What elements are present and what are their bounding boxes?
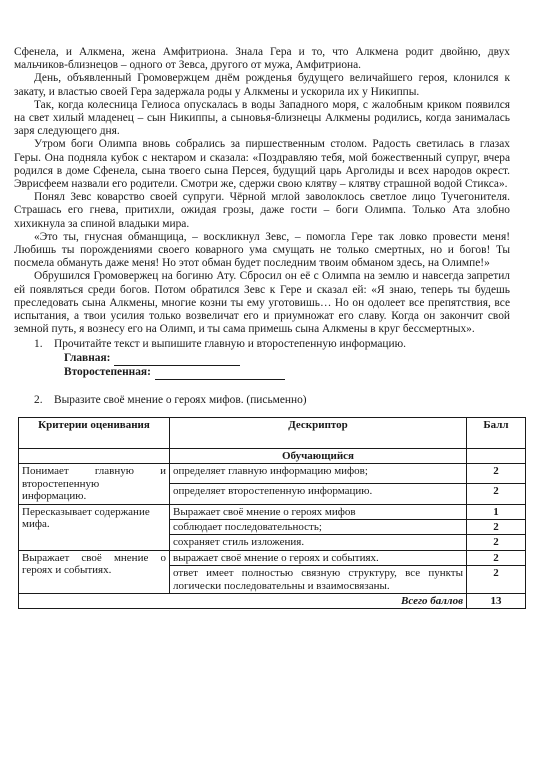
task-text: Прочитайте текст и выпишите главную и второстепенную информацию. [54, 338, 406, 351]
total-row [19, 593, 526, 608]
descriptor-cell: сохраняет стиль изложения. [170, 535, 467, 550]
paragraph: Обрушился Громовержец на богиню Ату. Сбросил он её с Олимпа на землю и навсегда запретил ей появляться среди богов. Потом обратился Зевс к Гере и сказал ей: «Я знаю, теперь ты будешь преследовать сына Алкмены, многие козни ты ему уготовишь… Но он одолеет все препятствия, все испытания, а твои усилия только возвеличат его и приумножат его славу. Когда он закончит свой земной путь, я вознесу его на Олимп, и ты сама примешь сына Алкмены в круг бессмертных». [14, 270, 510, 336]
main-info-row [14, 352, 510, 366]
paragraph: Так, когда колесница Гелиоса опускалась в воды Западного моря, с жалобным криком появился на свет хилый младенец – сын Никиппы, а сыновья-близнецы Алкмены родились, когда занималась заря следующего дня. [14, 98, 510, 138]
descriptor-cell: определяет второстепенную информацию. [170, 484, 467, 504]
secondary-info-row [14, 366, 510, 380]
task-number: 2. [34, 393, 43, 406]
paragraph: День, объявленный Громовержцем днём рожденья будущего величайшего героя, клонился к закату, и властью своей Гера задержала роды у Алкмены и ускорила их у Никиппы. [14, 72, 510, 98]
rubric-header-row [19, 417, 526, 448]
paragraph: «Это ты, гнусная обманщица, – воскликнул Зевс, – помогла Гере так ловко провести меня! Любишь ты порождениями своего коварного ума смущать не только смертных, но и богов! Ты посмела обмануть даже меня! Но этот обман будет последним твоим обманом здесь, на Олимпе!» [14, 230, 510, 270]
points-cell: 2 [467, 550, 526, 565]
paragraph: Понял Зевс коварство своей супруги. Чёрной мглой заволоклось светлое лицо Тучегонителя. Страшась его гнева, притихли, ожидая грозы, даже гости – боги Олимпа. Только Ата злобно хихикнула за спиной владыки мира. [14, 191, 510, 230]
descriptor-cell: ответ имеет полностью связную структуру, все пункты логически последовательны и взаимосвязаны. [170, 566, 467, 594]
total-label: Всего баллов [19, 593, 467, 608]
descriptor-cell: соблюдает последовательность; [170, 519, 467, 534]
task-number: 1. [34, 338, 43, 351]
header-points: Балл [467, 417, 526, 448]
task-2 [14, 394, 510, 407]
table-row [19, 504, 526, 519]
header-criteria: Критерии оценивания [19, 417, 170, 448]
paragraph: Утром боги Олимпа вновь собрались за пиршественным столом. Радость светилась в глазах Геры. Она подняла кубок с нектаром и сказала: «Поздравляю тебя, мой божественный супруг, вчера родился в доме Сфенела, сына твоего сына Персея, будущий царь Арголиды и всех народов окрест. Эврисфеем назвали его родители. Смотри же, сдержи свою клятву – клятву страшной водой Стикса». [14, 138, 510, 191]
task-1 [14, 338, 510, 351]
points-cell: 2 [467, 519, 526, 534]
subheader-learner: Обучающийся [170, 448, 467, 463]
points-cell: 2 [467, 535, 526, 550]
paragraph: Сфенела, и Алкмена, жена Амфитриона. Знала Гера и то, что Алкмена родит двойню, двух мальчиков-близнецов – одного от Зевса, другого от мужа, Амфитриона. [14, 46, 510, 72]
criterion-cell: Пересказывает содержание мифа. [19, 504, 170, 550]
main-info-label: Главная: [64, 352, 111, 365]
task-text: Выразите своё мнение о героях мифов. (письменно) [54, 393, 307, 406]
points-cell: 2 [467, 464, 526, 484]
criterion-cell: Понимает главную и второстепенную информацию. [19, 464, 170, 504]
criterion-cell: Выражает своё мнение о героях и событиях. [19, 550, 170, 593]
table-row [19, 550, 526, 565]
table-row [19, 464, 526, 484]
myth-text [14, 46, 510, 336]
descriptor-cell: выражает своё мнение о героях и событиях. [170, 550, 467, 565]
descriptor-cell: Выражает своё мнение о героях мифов [170, 504, 467, 519]
points-cell: 1 [467, 504, 526, 519]
secondary-info-label: Второстепенная: [64, 366, 151, 379]
tasks [14, 338, 510, 406]
descriptor-cell: определяет главную информацию мифов; [170, 464, 467, 484]
points-cell: 2 [467, 484, 526, 504]
points-cell: 2 [467, 566, 526, 594]
total-value: 13 [467, 593, 526, 608]
secondary-info-blank[interactable] [155, 368, 285, 380]
assessment-rubric-table [18, 417, 526, 609]
main-info-blank[interactable] [114, 354, 240, 366]
rubric-subheader-row [19, 448, 526, 463]
header-descriptor: Дескриптор [170, 417, 467, 448]
